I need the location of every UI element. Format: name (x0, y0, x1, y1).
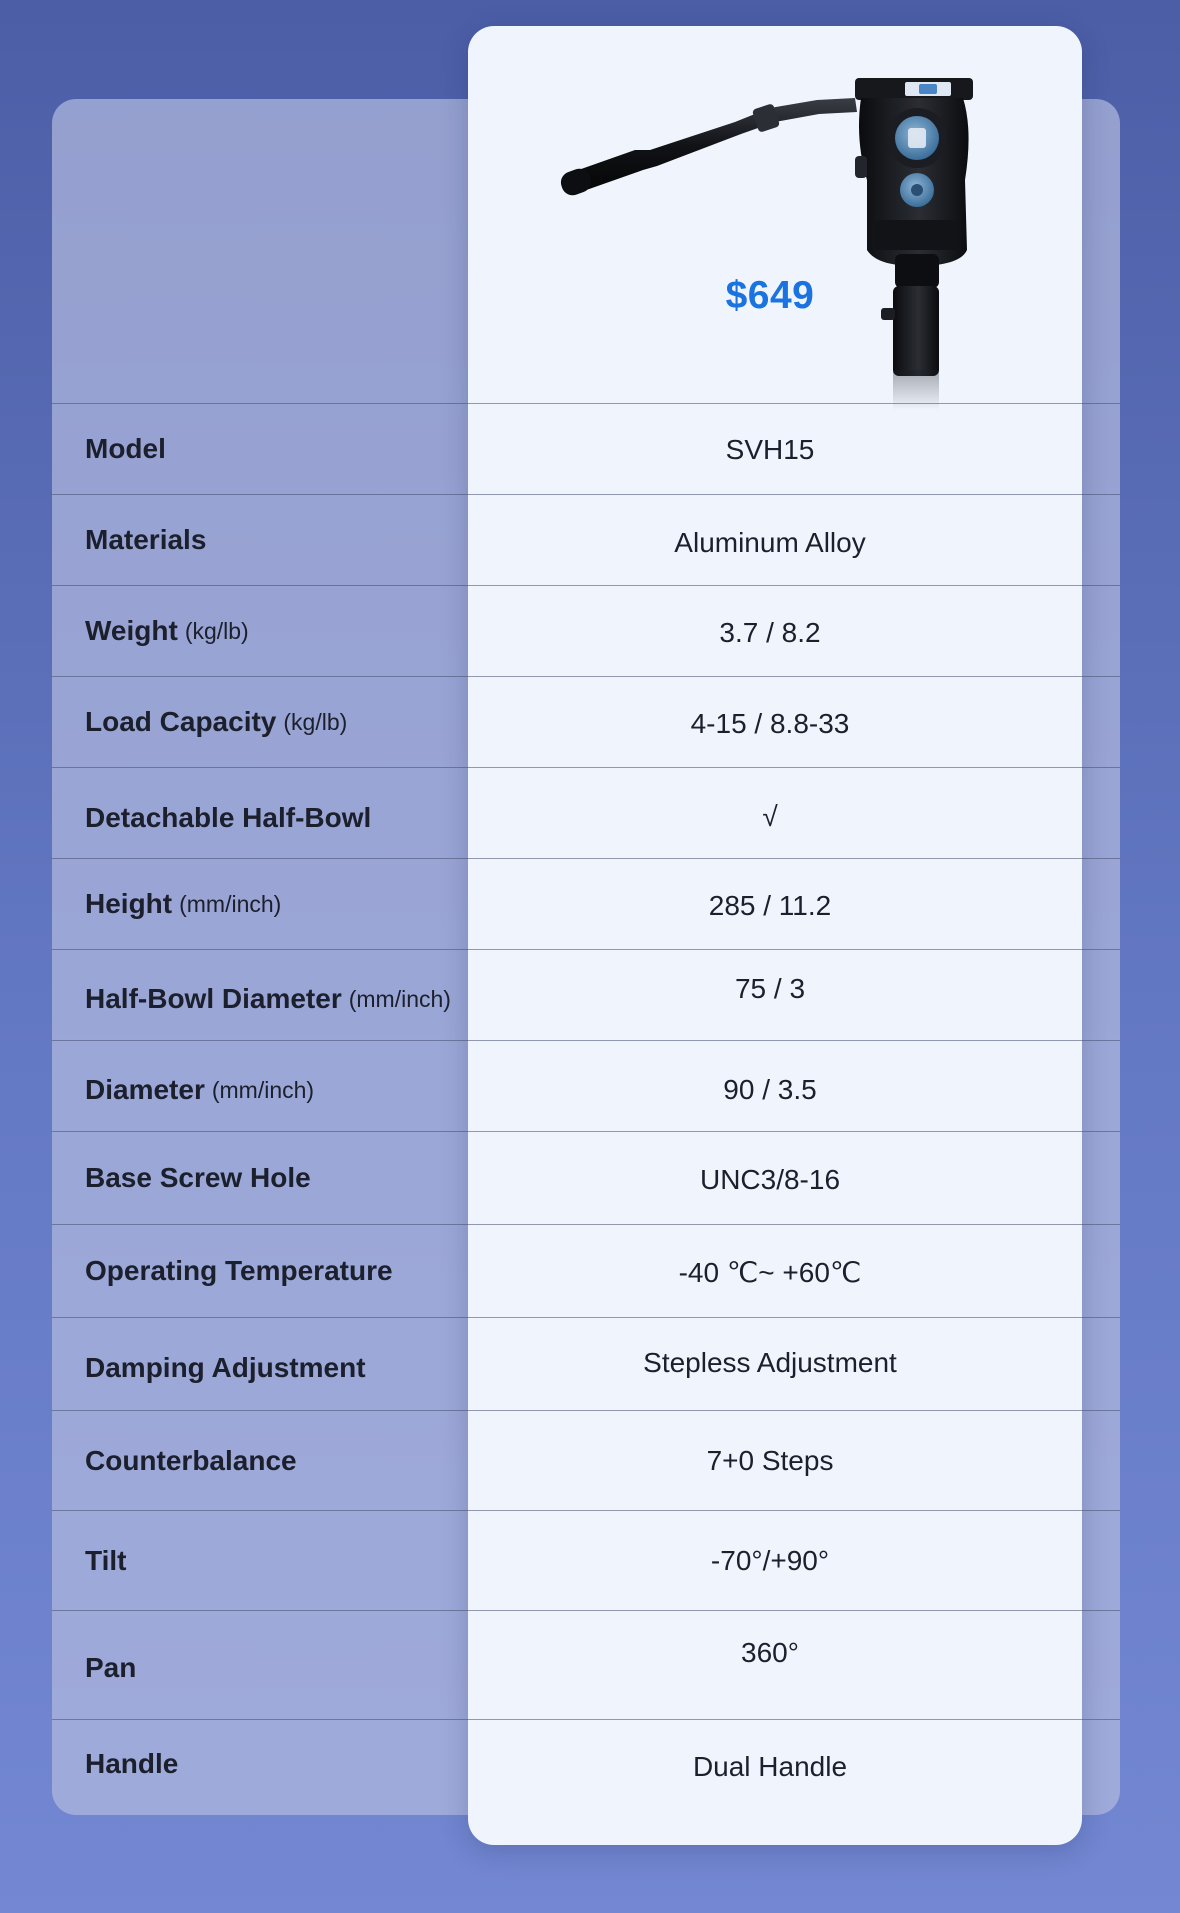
spec-label: Detachable Half-Bowl (85, 802, 372, 833)
spec-label: Height (mm/inch) (85, 888, 282, 919)
spec-label: Model (85, 433, 166, 464)
spec-label: Operating Temperature (85, 1255, 393, 1286)
spec-row-weight (52, 585, 1120, 676)
spec-row-detachable-half-bowl (52, 767, 1120, 858)
spec-value: 3.7 / 8.2 (719, 617, 821, 648)
spec-row-tilt (52, 1510, 1120, 1610)
spec-value: 7+0 Steps (706, 1444, 834, 1476)
spec-row-operating-temperature (52, 1224, 1120, 1317)
spec-value: -70°/+90° (710, 1544, 830, 1576)
spec-label: Tilt (85, 1544, 127, 1576)
spec-table (52, 403, 1120, 1820)
spec-label: Base Screw Hole (85, 1162, 311, 1193)
spec-row-half-bowl-diameter (52, 949, 1120, 1040)
spec-value: 285 / 11.2 (708, 890, 832, 921)
spec-label: Materials (85, 524, 207, 555)
spec-row-materials (52, 494, 1120, 585)
spec-value: 360° (741, 1637, 799, 1668)
spec-value: UNC3/8-16 (699, 1164, 841, 1195)
spec-value: √ (762, 801, 778, 832)
spec-row-pan (52, 1610, 1120, 1719)
spec-label: Pan (85, 1652, 137, 1683)
spec-label: Diameter (mm/inch) (85, 1074, 315, 1105)
spec-value: 4-15 / 8.8-33 (690, 708, 850, 739)
spec-value: Dual Handle (692, 1751, 848, 1782)
spec-row-counterbalance (52, 1410, 1120, 1510)
spec-value: -40 ℃~ +60℃ (678, 1256, 862, 1288)
spec-row-damping-adjustment (52, 1317, 1120, 1410)
spec-row-load-capacity (52, 676, 1120, 767)
spec-value: SVH15 (725, 434, 815, 465)
spec-value: Stepless Adjustment (643, 1347, 897, 1378)
spec-label: Load Capacity (kg/lb) (85, 706, 348, 737)
product-image (555, 70, 985, 410)
spec-row-diameter (52, 1040, 1120, 1131)
spec-row-base-screw-hole (52, 1131, 1120, 1224)
spec-label: Weight (kg/lb) (85, 615, 249, 646)
spec-value: 75 / 3 (734, 973, 806, 1004)
spec-label: Counterbalance (85, 1444, 297, 1476)
spec-value: Aluminum Alloy (674, 526, 866, 558)
spec-row-model (52, 403, 1120, 494)
spec-label: Damping Adjustment (85, 1352, 366, 1383)
spec-label: Handle (85, 1748, 179, 1779)
product-price: $649 (725, 274, 815, 317)
spec-row-height (52, 858, 1120, 949)
spec-label: Half-Bowl Diameter (mm/inch) (85, 983, 451, 1014)
spec-row-handle (52, 1719, 1120, 1820)
spec-value: 90 / 3.5 (723, 1074, 817, 1105)
